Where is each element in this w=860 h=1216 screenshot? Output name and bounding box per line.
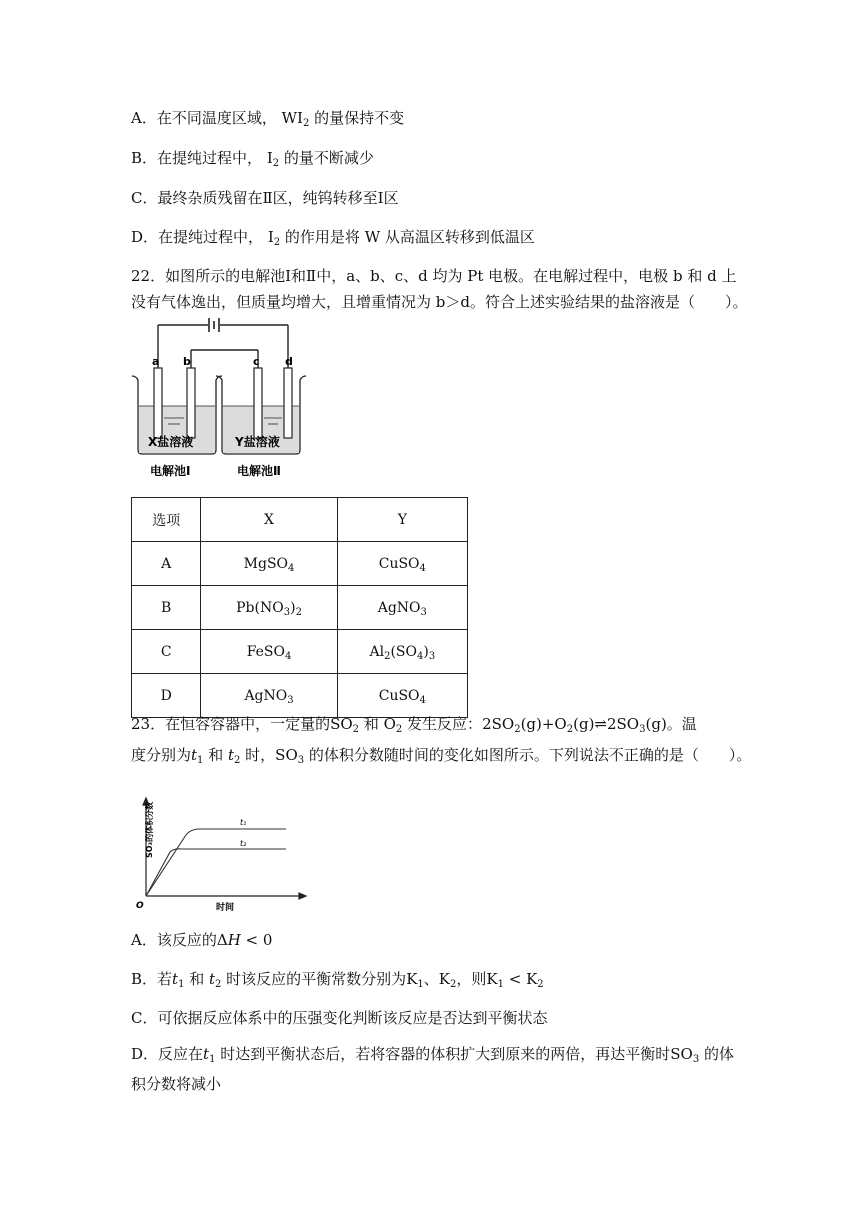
q21-option-b: B．在提纯过程中， $I_2$ 的量不断减少 xyxy=(131,149,374,169)
q23-option-a: A．该反应的ΔH < 0 xyxy=(131,931,273,949)
electrolysis-diagram xyxy=(128,318,308,483)
q23-option-c: C．可依据反应体系中的压强变化判断该反应是否达到平衡状态 xyxy=(131,1009,548,1027)
cell-2-caption: 电解池Ⅱ xyxy=(237,464,281,478)
battery-icon xyxy=(209,318,219,332)
table-row: D AgNO$_3$ CuSO$_4$ xyxy=(132,674,468,718)
q22-stem-line1: 22．如图所示的电解池Ⅰ和Ⅱ中，a、b、c、d 均为 Pt 电极。在电解过程中，电极 b 和 d 上 xyxy=(131,267,737,285)
q23-option-d-line1: D．反应在$t_1$ 时达到平衡状态后，若将容器的体积扩大到原来的两倍，再达平衡时$SO_3$ 的体 xyxy=(131,1045,734,1065)
table-row: A MgSO$_4$ CuSO$_4$ xyxy=(132,542,468,586)
series-t2-line xyxy=(146,849,286,896)
q22-options-table xyxy=(131,497,468,718)
electrode-a-label: a xyxy=(152,355,160,368)
electrode-b-label: b xyxy=(183,355,191,368)
q21-option-c: C．最终杂质残留在Ⅱ区，纯钨转移至Ⅰ区 xyxy=(131,189,399,207)
q23-chart xyxy=(126,794,316,918)
table-header-row xyxy=(132,498,468,542)
q22-stem-line2: 没有气体逸出，但质量均增大，且增重情况为 b＞d。符合上述实验结果的盐溶液是（ ）。 xyxy=(131,293,748,311)
series-t2-label: t₂ xyxy=(240,839,247,848)
electrode-d-label: d xyxy=(285,355,293,368)
solution-y-label: Y盐溶液 xyxy=(235,435,280,449)
table-row: C FeSO$_4$ $Al_2(SO_4)_3$ xyxy=(132,630,468,674)
solution-x-label: X盐溶液 xyxy=(148,435,194,449)
table-row: B $Pb(NO_3)_2$ AgNO$_3$ xyxy=(132,586,468,630)
series-t1-line xyxy=(146,829,286,896)
x-axis-label: 时间 xyxy=(216,903,235,913)
y-axis-label: SO₃的体积分数 xyxy=(145,801,154,858)
electrode-c-label: c xyxy=(253,355,260,368)
series-t1-label: t₁ xyxy=(240,818,247,827)
cell-1-caption: 电解池Ⅰ xyxy=(150,464,191,478)
header-x: X xyxy=(201,498,337,542)
q23-option-d-line2: 积分数将减小 xyxy=(131,1075,222,1093)
q23-option-b: B．若$t_1$ 和 $t_2$ 时该反应的平衡常数分别为$K_1$、$K_2$，则$K_1 < K_2$ xyxy=(131,970,544,990)
header-option: 选项 xyxy=(132,498,201,542)
q23-stem-line1: 23．在恒容容器中，一定量的$SO_2$ 和 $O_2$ 发生反应：$2SO_2(g)+O_2(g)\rightleftharpoons 2SO_3(g)$。温 xyxy=(131,715,697,735)
origin-label: O xyxy=(136,901,144,911)
header-y: Y xyxy=(337,498,467,542)
q21-option-a: A．在不同温度区域， $WI_2$ 的量保持不变 xyxy=(131,109,405,129)
q23-stem-line2: 度分别为$t_1$ 和 $t_2$ 时，$SO_3$ 的体积分数随时间的变化如图所示。下列说法不正确的是（ ）。 xyxy=(131,746,752,766)
q21-option-d: D．在提纯过程中， $I_2$ 的作用是将 W 从高温区转移到低温区 xyxy=(131,228,535,248)
